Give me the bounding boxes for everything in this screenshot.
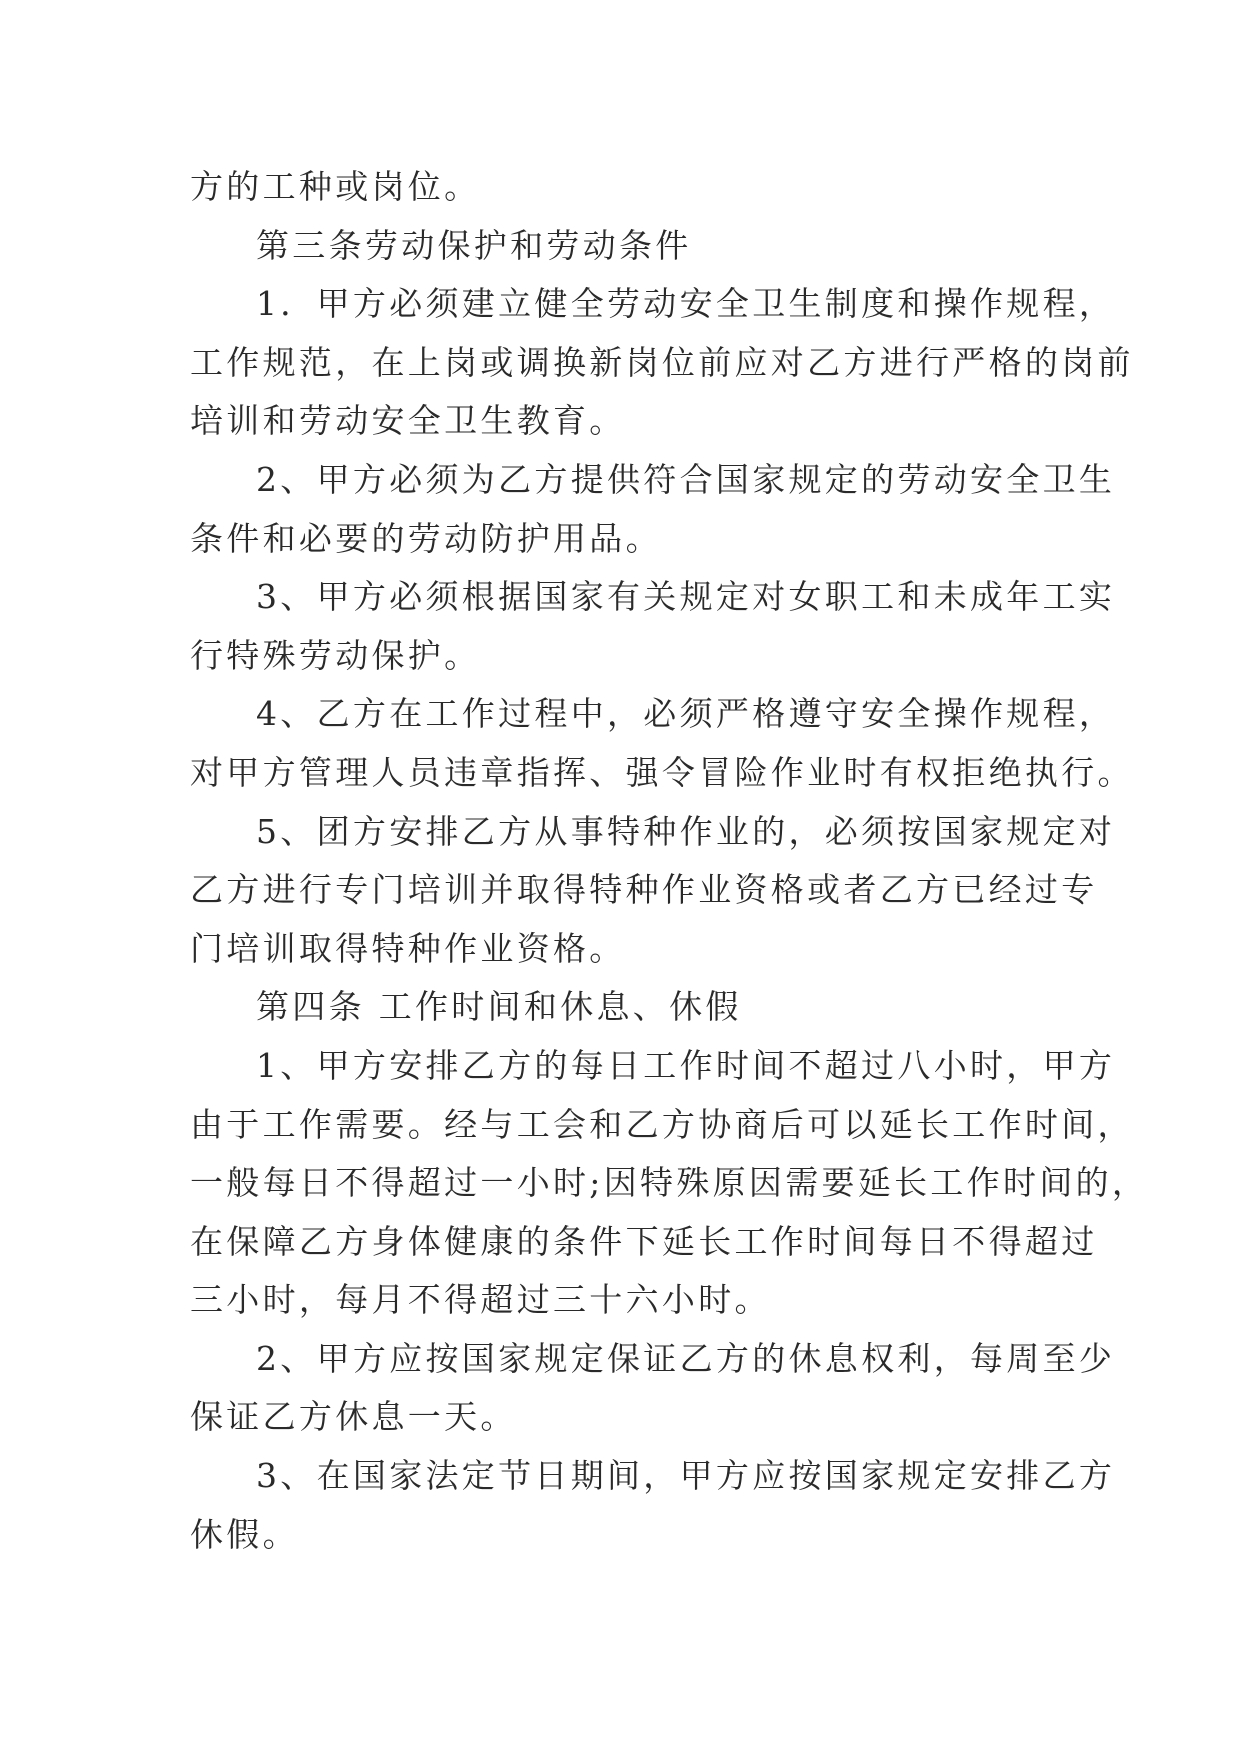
clause-item-start: 3、甲方必须根据国家有关规定对女职工和未成年工实 (256, 577, 1116, 617)
body-text-line: 在保障乙方身体健康的条件下延长工作时间每日不得超过 (190, 1221, 1098, 1261)
clause-item-start: 3、在国家法定节日期间，甲方应按国家规定安排乙方 (256, 1456, 1116, 1496)
body-text-line: 培训和劳动安全卫生教育。 (190, 401, 626, 441)
clause-item-start: 2、甲方应按国家规定保证乙方的休息权利，每周至少 (256, 1338, 1116, 1378)
section-heading: 第三条劳动保护和劳动条件 (256, 225, 692, 265)
clause-item-start: 4、乙方在工作过程中，必须严格遵守安全操作规程， (256, 694, 1116, 734)
body-text-line: 工作规范，在上岗或调换新岗位前应对乙方进行严格的岗前 (190, 342, 1134, 382)
body-text-line: 由于工作需要。经与工会和乙方协商后可以延长工作时间， (190, 1104, 1134, 1144)
body-text-line: 休假。 (190, 1514, 299, 1554)
clause-item-start: 2、甲方必须为乙方提供符合国家规定的劳动安全卫生 (256, 459, 1116, 499)
clause-item-start: 5、团方安排乙方从事特种作业的，必须按国家规定对 (256, 811, 1116, 851)
body-text-line: 乙方进行专门培训并取得特种作业资格或者乙方已经过专 (190, 870, 1098, 910)
document-body (190, 158, 1149, 1564)
section-heading: 第四条 工作时间和休息、休假 (256, 987, 742, 1027)
body-text-line: 门培训取得特种作业资格。 (190, 928, 626, 968)
body-text-line: 对甲方管理人员违章指挥、强令冒险作业时有权拒绝执行。 (190, 752, 1134, 792)
body-text-line: 方的工种或岗位。 (190, 167, 481, 206)
body-text-line: 保证乙方休息一天。 (190, 1397, 517, 1437)
body-text-line: 一般每日不得超过一小时;因特殊原因需要延长工作时间的， (190, 1163, 1149, 1203)
body-text-line: 行特殊劳动保护。 (190, 635, 481, 675)
clause-item-start: 1、甲方安排乙方的每日工作时间不超过八小时，甲方 (256, 1045, 1116, 1085)
body-text-line: 条件和必要的劳动防护用品。 (190, 518, 662, 558)
clause-item-start: 1．甲方必须建立健全劳动安全卫生制度和操作规程， (256, 284, 1116, 324)
body-text-line: 三小时，每月不得超过三十六小时。 (190, 1280, 771, 1320)
